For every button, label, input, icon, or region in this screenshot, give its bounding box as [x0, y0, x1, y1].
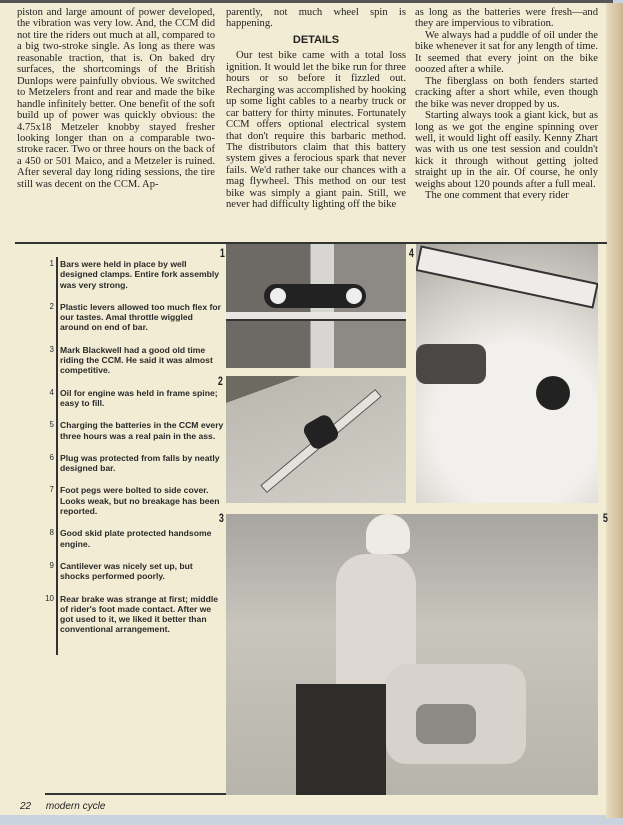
photo-rider-ccm: [226, 514, 598, 795]
caption-number: 5: [49, 420, 54, 430]
photo-number: 5: [602, 511, 608, 525]
caption-item: [44, 594, 224, 635]
caption-item: [44, 453, 224, 474]
magazine-name: modern cycle: [45, 801, 106, 812]
page-number: 22: [20, 801, 32, 812]
caption-number: 6: [49, 452, 54, 462]
photo-number: 4: [408, 246, 414, 260]
paragraph: as long as the batteries were fresh—and they are impervious to vibration.: [415, 7, 598, 30]
paragraph: The one comment that every rider: [425, 190, 569, 202]
caption-text: Mark Blackwell had a good old time riding the CCM. He said it was almost competitive.: [60, 344, 213, 376]
caption-text: Charging the batteries in the CCM every three hours was a real pain in the ass.: [60, 420, 224, 441]
photo-fork-clamps: [226, 244, 406, 368]
caption-item: [44, 561, 224, 582]
caption-item: [44, 420, 224, 441]
caption-number: 1: [49, 259, 54, 268]
caption-number: 4: [49, 387, 54, 397]
photo-oil-filler: [416, 244, 598, 503]
caption-list: [44, 259, 224, 647]
photo-levers-throttle: [226, 376, 406, 503]
caption-number: 7: [49, 485, 54, 495]
caption-text: Good skid plate protected handsome engine.: [60, 528, 212, 549]
caption-text: Oil for engine was held in frame spine; easy to fill.: [60, 387, 218, 408]
paragraph: We always had a puddle of oil under the bike whenever it sat for any length of time. It seemed that every joint on the bike ooozed after a while.: [415, 29, 598, 76]
paragraph: piston and large amount of power developed, the vibration was very low. And, the CCM did not tire the riders out much at all, compared to a big two-stroke single. As long as there was reasonable traction, that is. On baked dry surfaces, the shortcomings of the British Dunlops were painfully obvious. We switched to Metzelers front and rear and made the bike handle infinitely better. One benefit of the soft build up of power was quickly obvious: the 4.75x18 Metzeler knobby stayed fresher looking longer than on a comparable two-stroke racer. Two or three hours on the back of a 450 or 501 Maico, and a Metzeler is ruined. After several day long riding sessions, the tire still was decent on the CCM. Ap-: [17, 7, 215, 190]
caption-text: Rear brake was strange at first; middle of rider's foot made contact. After we got used to it, we liked it better than conventional arrangement.: [60, 593, 219, 635]
photo-number: 1: [219, 246, 225, 260]
caption-text: Plastic levers allowed too much flex for our tastes. Amal throttle wiggled around on end of bar.: [60, 301, 221, 333]
caption-item: [44, 259, 224, 290]
caption-item: [44, 388, 224, 409]
paragraph: The fiberglass on both fenders started cracking after a short while, even though the bike was never dropped by us.: [415, 75, 598, 110]
caption-number: 2: [49, 301, 54, 311]
caption-item: [44, 528, 224, 549]
section-heading: DETAILS: [292, 33, 340, 46]
paragraph: Our test bike came with a total loss ignition. It would let the bike run for three hours or so before it fizzled out. Recharging was accomplished by hooking up some light cables to a nearby truck or car battery for thirty minutes. Fortunately CCM offers optional electrical system that don't require this barbaric method. The distributors claim that this battery system gives a ferocious spark that never fails. We'd rather take our chances with a mag flywheel. This method on our test bike was simply a giant pain. Still, we never had difficulty lighting off the bike: [226, 50, 406, 211]
caption-number: 8: [49, 528, 54, 538]
caption-item: [44, 485, 224, 516]
page-footer: [20, 801, 117, 812]
caption-text: Bars were held in place by well designed clamps. Entire fork assembly was very strong.: [60, 259, 220, 290]
caption-text: Plug was protected from falls by neatly designed bar.: [60, 452, 220, 474]
caption-text: Cantilever was nicely set up, but shocks performed poorly.: [60, 560, 193, 582]
article-column-1: [17, 7, 215, 190]
caption-number: 10: [45, 593, 54, 603]
footer-rule: [45, 793, 226, 795]
caption-number: 9: [49, 560, 54, 570]
paragraph: parently, not much wheel spin is happening.: [226, 7, 406, 30]
page-edge: [606, 3, 623, 818]
article-column-2: [226, 7, 406, 211]
caption-number: 3: [49, 344, 54, 354]
photo-number: 2: [217, 374, 223, 388]
article-column-3: [415, 7, 598, 202]
caption-text: Foot pegs were bolted to side cover. Looks weak, but no breakage has been reported.: [60, 485, 220, 517]
caption-item: [44, 345, 224, 376]
photo-number: 3: [218, 511, 224, 525]
caption-item: [44, 302, 224, 333]
paragraph: Starting always took a giant kick, but as long as we got the engine spinning over well, it would light off easily. Kenny Zhart was with us one test session and couldn't kick it through without getting jolted straight up in the air. Of course, he only weighs about 120 pounds after a full meal.: [415, 110, 598, 190]
